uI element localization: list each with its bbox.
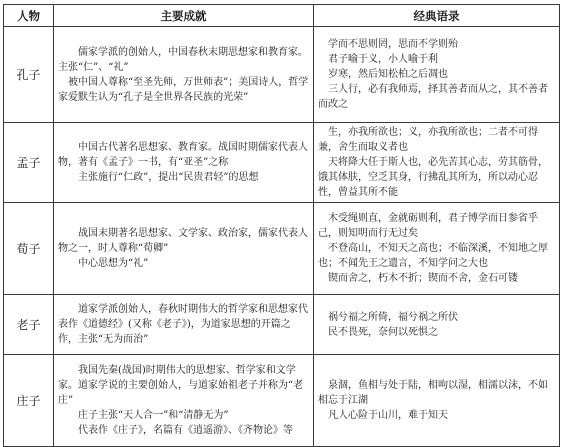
person-name: 荀子 [4,203,54,295]
table-row [4,295,560,355]
quote-text: 三人行，必有我师焉，择其善者而从之，其不善者而改之 [318,84,548,110]
quote-text: 泉涸，鱼相与处于陆，相呴以湿，相濡以沫，不如相忘于江湖 [318,380,548,406]
achievements-cell [54,27,314,123]
achievements-cell [54,295,314,355]
achievement-text: 中心思想为“礼” [78,258,149,269]
quote-text: 学而不思则罔，思而不学则殆 [328,39,458,50]
achievements-cell [54,355,314,447]
achievement-text: 被中国人尊称“至圣先师，万世师表”；美国诗人，哲学家爱默生认为“孔子是全世界各民族的光荣” [58,76,309,103]
person-name: 孔子 [4,27,54,123]
achievements-cell [54,203,314,295]
thinkers-table [3,4,560,447]
table-row [4,27,560,123]
header-person: 人物 [4,5,54,27]
achievement-text: 战国末期著名思想家、文学家、政治家，儒家代表人物之一，时人尊称“荀卿” [58,228,308,254]
quote-text: 祸兮福之所倚，福兮祸之所伏 [328,311,458,323]
header-quotes: 经典语录 [314,5,560,27]
quote-text: 君子喻于义，小人喻于利 [328,54,438,65]
quote-text: 不登高山，不知天之高也；不临深溪，不知地之厚也；不闻先王之遗言，不知学问之大也 [318,243,548,269]
quote-text: 凡人心险于山川，难于知天 [328,410,448,421]
achievement-text: 儒家学派的创始人，中国春秋末期思想家和教育家。主张“仁”、“礼” [58,46,308,73]
quote-text: 民不畏死，奈何以死惧之 [328,326,438,338]
quotes-cell [314,27,560,123]
achievement-text: 主张施行“仁政”，提出“民贵君轻”的思想 [78,172,259,183]
quote-text: 岁寒，然后知松柏之后凋也 [328,69,448,80]
achievement-text: 代表作《庄子》，名篇有《逍遥游》、《齐物论》等 [78,425,293,436]
header-row [4,5,560,27]
quote-text: 木受绳则直，金就砺则利，君子博学而日参省乎己，则知明而行无过矣 [318,213,538,239]
person-name: 孟子 [4,123,54,203]
achievement-text: 我国先秦(战国)时期伟大的思想家、哲学家和文学家。道家学说的主要创始人，与道家始祖老子并称为“老庄” [58,365,304,406]
quote-text: 生，亦我所欲也；义，亦我所欲也；二者不可得兼，舍生而取义者也 [318,127,538,153]
quote-text: 锲而舍之，朽木不折；锲而不舍，金石可镂 [328,273,518,284]
header-achievements: 主要成就 [54,5,314,27]
achievements-cell [54,123,314,203]
table-row [4,203,560,295]
table-row [4,355,560,447]
quotes-cell [314,295,560,355]
person-name: 庄子 [4,355,54,447]
quote-text: 天将降大任于斯人也，必先苦其心志，劳其筋骨，饿其体肤，空乏其身，行拂乱其所为，所以动心忍性，曾益其所不能 [318,157,548,198]
table-row [4,123,560,203]
quotes-cell [314,123,560,203]
quotes-cell [314,355,560,447]
thinkers-table-container [3,4,559,436]
quotes-cell [314,203,560,295]
achievement-text: 中国古代著名思想家、教育家。战国时期儒家代表人物，著有《孟子》一书，有“亚圣”之称 [58,142,308,168]
achievement-text: 道家学派创始人，春秋时期伟大的哲学家和思想家代表作《道德经》(又称《老子》)，为道家思想的开篇之作，主张“无为而治” [58,304,308,345]
person-name: 老子 [4,295,54,355]
achievement-text: 庄子主张“天人合一”和“清静无为” [78,410,229,421]
